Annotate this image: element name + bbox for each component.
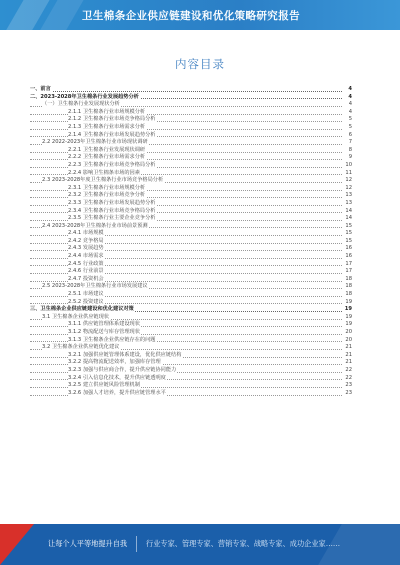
toc-entry-label: 3.2.1 加强供应链管理体系建设，优化供应链结构 [68,351,182,358]
toc-entry-label: 2.5.2 投资建议 [68,298,104,305]
toc-entry-page: 22 [343,367,352,375]
toc-entry-page: 10 [343,162,352,170]
toc-entry-label: 2.4.7 投资机会 [68,275,104,282]
toc-entry-page: 12 [343,185,352,193]
toc-entry-label: 3.2.6 加强人才培养，提升供应链管理水平 [68,389,166,396]
footer-slant [318,524,400,565]
report-title: 卫生棉条企业供应链建设和优化策略研究报告 [82,10,300,22]
toc-entry-page: 13 [343,192,352,200]
toc-entry-page: 18 [343,291,352,299]
toc-entry[interactable] [30,177,352,185]
toc-entry-label: 三、卫生棉条企业供应链建设和优化建议对策 [30,306,134,313]
toc-entry-page: 19 [344,306,352,313]
toc-entry-label: 3.2.5 建立供应链风险管理机制 [68,382,140,389]
toc-entry[interactable] [30,200,352,208]
toc-entry[interactable] [30,101,352,109]
toc-entry[interactable] [30,230,352,238]
toc-entry-label: 3.2.4 引入信息化技术，提升供应链透明度 [68,374,166,381]
toc-entry-label: 3.2.2 提高物流配送效率，加强库存管理 [68,359,161,366]
toc-entry-label: 3.1.2 物流配送与库存管理现状 [68,329,140,335]
toc-entry-page: 4 [343,109,352,117]
toc-entry-label: 一、前言 [30,86,51,92]
toc-entry[interactable] [30,116,352,124]
header-banner [0,0,400,30]
toc-leader-dots [30,91,344,92]
toc-entry-page: 18 [343,283,352,291]
toc-entry[interactable] [30,306,352,314]
footer-divider [136,536,137,552]
toc-entry[interactable] [30,86,352,94]
toc-entry-label: 2.2.1 卫生棉条行业发展现状调研 [68,146,146,153]
toc-entry-page: 4 [343,94,352,102]
toc-entry[interactable] [30,139,352,147]
toc-entry[interactable] [30,329,352,337]
toc-heading: 内容目录 [175,57,225,71]
toc-entry-label: 2.3.3 卫生棉条行业市场发展趋势分析 [68,199,156,206]
toc-entry-page: 14 [343,208,352,216]
toc-entry-label: 3.1 卫生棉条企业供应链现状 [42,313,109,320]
toc-entry-page: 19 [343,299,352,307]
toc-entry[interactable] [30,283,352,291]
toc-entry-label: 2.4.5 行业政策 [68,260,104,267]
toc-entry[interactable] [30,162,352,170]
toc-entry-page: 20 [343,329,352,337]
toc-entry-page: 9 [343,154,352,162]
toc-entry-page: 13 [343,200,352,208]
toc-entry-page: 21 [343,359,352,367]
toc-entry-page: 4 [343,86,352,94]
toc-entry-page: 19 [343,321,352,329]
toc-entry-page: 23 [343,390,352,398]
toc-entry-label: 2.1.2 卫生棉条行业市场竞争格局分析 [68,116,156,123]
toc-entry-label: 3.2.3 加强与供应商合作，提升供应链协同能力 [68,366,177,373]
footer-experts: 行业专家、管理专家、营销专家、战略专家、成功企业家…… [146,539,341,548]
toc-entry-page: 5 [343,124,352,132]
toc-entry-page: 21 [343,344,352,352]
toc-entry-page: 12 [343,177,352,185]
toc-entry[interactable] [30,192,352,200]
toc-entry-label: 2.1.4 卫生棉条行业市场发展趋势分析 [68,131,156,138]
toc-entry-page: 18 [343,276,352,284]
toc-entry-page: 19 [343,314,352,322]
footer-banner [0,524,400,565]
toc-entry[interactable] [30,245,352,253]
toc-entry-label: 3.1.3 卫生棉条企业供应链存在的问题 [68,336,156,343]
toc-entry-page: 4 [343,101,352,109]
toc-entry-page: 17 [343,261,352,269]
toc-entry-label: 3.2 卫生棉条企业供应链优化建议 [42,344,120,351]
toc-entry[interactable] [30,359,352,367]
toc-entry[interactable] [30,170,352,178]
toc-entry-label: 2.3.5 卫生棉条行业主要企业竞争分析 [68,215,156,222]
toc-entry[interactable] [30,253,352,261]
toc-entry-label: 2.2.4 影响卫生棉条市场的因素 [68,169,140,176]
toc-entry-label: 2.4 2023-2028年卫生棉条行业市场前景预测 [42,222,148,229]
toc-entry-label: 2.4.4 市场需求 [68,253,104,260]
toc-entry-page: 5 [343,116,352,124]
toc-entry[interactable] [30,154,352,162]
toc-entry-label: 二、2023-2028年卫生棉条行业发展趋势分析 [30,93,139,100]
toc-entry-page: 15 [343,230,352,238]
toc-entry[interactable] [30,382,352,390]
footer-slogan: 让每个人平等地提升自我 [48,539,128,548]
toc-entry-page: 22 [343,375,352,383]
toc-entry-label: 2.2 2022-2023年卫生棉条行业市场现状调研 [42,139,148,146]
toc-entry-label: 2.4.2 竞争格局 [68,237,104,244]
toc-entry-label: 2.5.1 市场建议 [68,291,104,298]
toc-entry-page: 8 [343,147,352,155]
toc-entry-label: 2.1.1 卫生棉条行业市场规模分析 [68,108,146,115]
toc-entry-label: 2.5 2023-2028年卫生棉条行业市场发展建议 [42,283,148,290]
toc-entry-label: 2.3 2023-2028年度卫生棉条行业市场竞争格局分析 [42,177,164,184]
toc-entry-label: 2.3.4 卫生棉条行业市场竞争格局分析 [68,207,156,214]
toc-entry-page: 20 [343,337,352,345]
toc-entry-label: 2.1.3 卫生棉条行业市场需求分析 [68,123,146,130]
toc-entry-label: 3.1.1 供应链管理体系建设现状 [68,321,140,328]
toc-entry-page: 6 [343,132,352,140]
footer-red-accent [0,524,34,565]
toc-entry-label: 2.2.2 卫生棉条行业市场需求分析 [68,154,146,161]
table-of-contents [30,86,352,397]
toc-entry-label: 2.4.1 市场规模 [68,230,104,237]
toc-entry-label: 2.3.1 卫生棉条行业市场规模分析 [68,184,146,191]
toc-entry-page: 16 [343,245,352,253]
toc-entry-label: （一）卫生棉条行业发展现状分析 [42,101,120,108]
toc-entry-label: 2.4.3 发展趋势 [68,245,104,252]
toc-entry-page: 15 [343,223,352,231]
toc-entry-page: 15 [343,238,352,246]
toc-entry-label: 2.3.2 卫生棉条行业市场竞争分析 [68,192,146,199]
toc-entry[interactable] [30,215,352,223]
toc-entry[interactable] [30,390,352,398]
toc-entry-page: 14 [343,215,352,223]
toc-entry-label: 2.2.3 卫生棉条行业市场竞争格局分析 [68,161,156,168]
toc-entry-page: 11 [343,170,352,178]
toc-entry[interactable] [30,208,352,216]
toc-entry[interactable] [30,344,352,352]
toc-entry-page: 23 [343,382,352,390]
toc-entry-label: 2.4.6 行业前景 [68,268,104,275]
toc-entry-page: 21 [343,352,352,360]
toc-entry-page: 7 [343,139,352,147]
toc-entry[interactable] [30,367,352,375]
toc-entry[interactable] [30,268,352,276]
toc-entry[interactable] [30,321,352,329]
toc-entry-page: 16 [343,253,352,261]
toc-entry[interactable] [30,124,352,132]
toc-entry[interactable] [30,291,352,299]
toc-entry-page: 17 [343,268,352,276]
